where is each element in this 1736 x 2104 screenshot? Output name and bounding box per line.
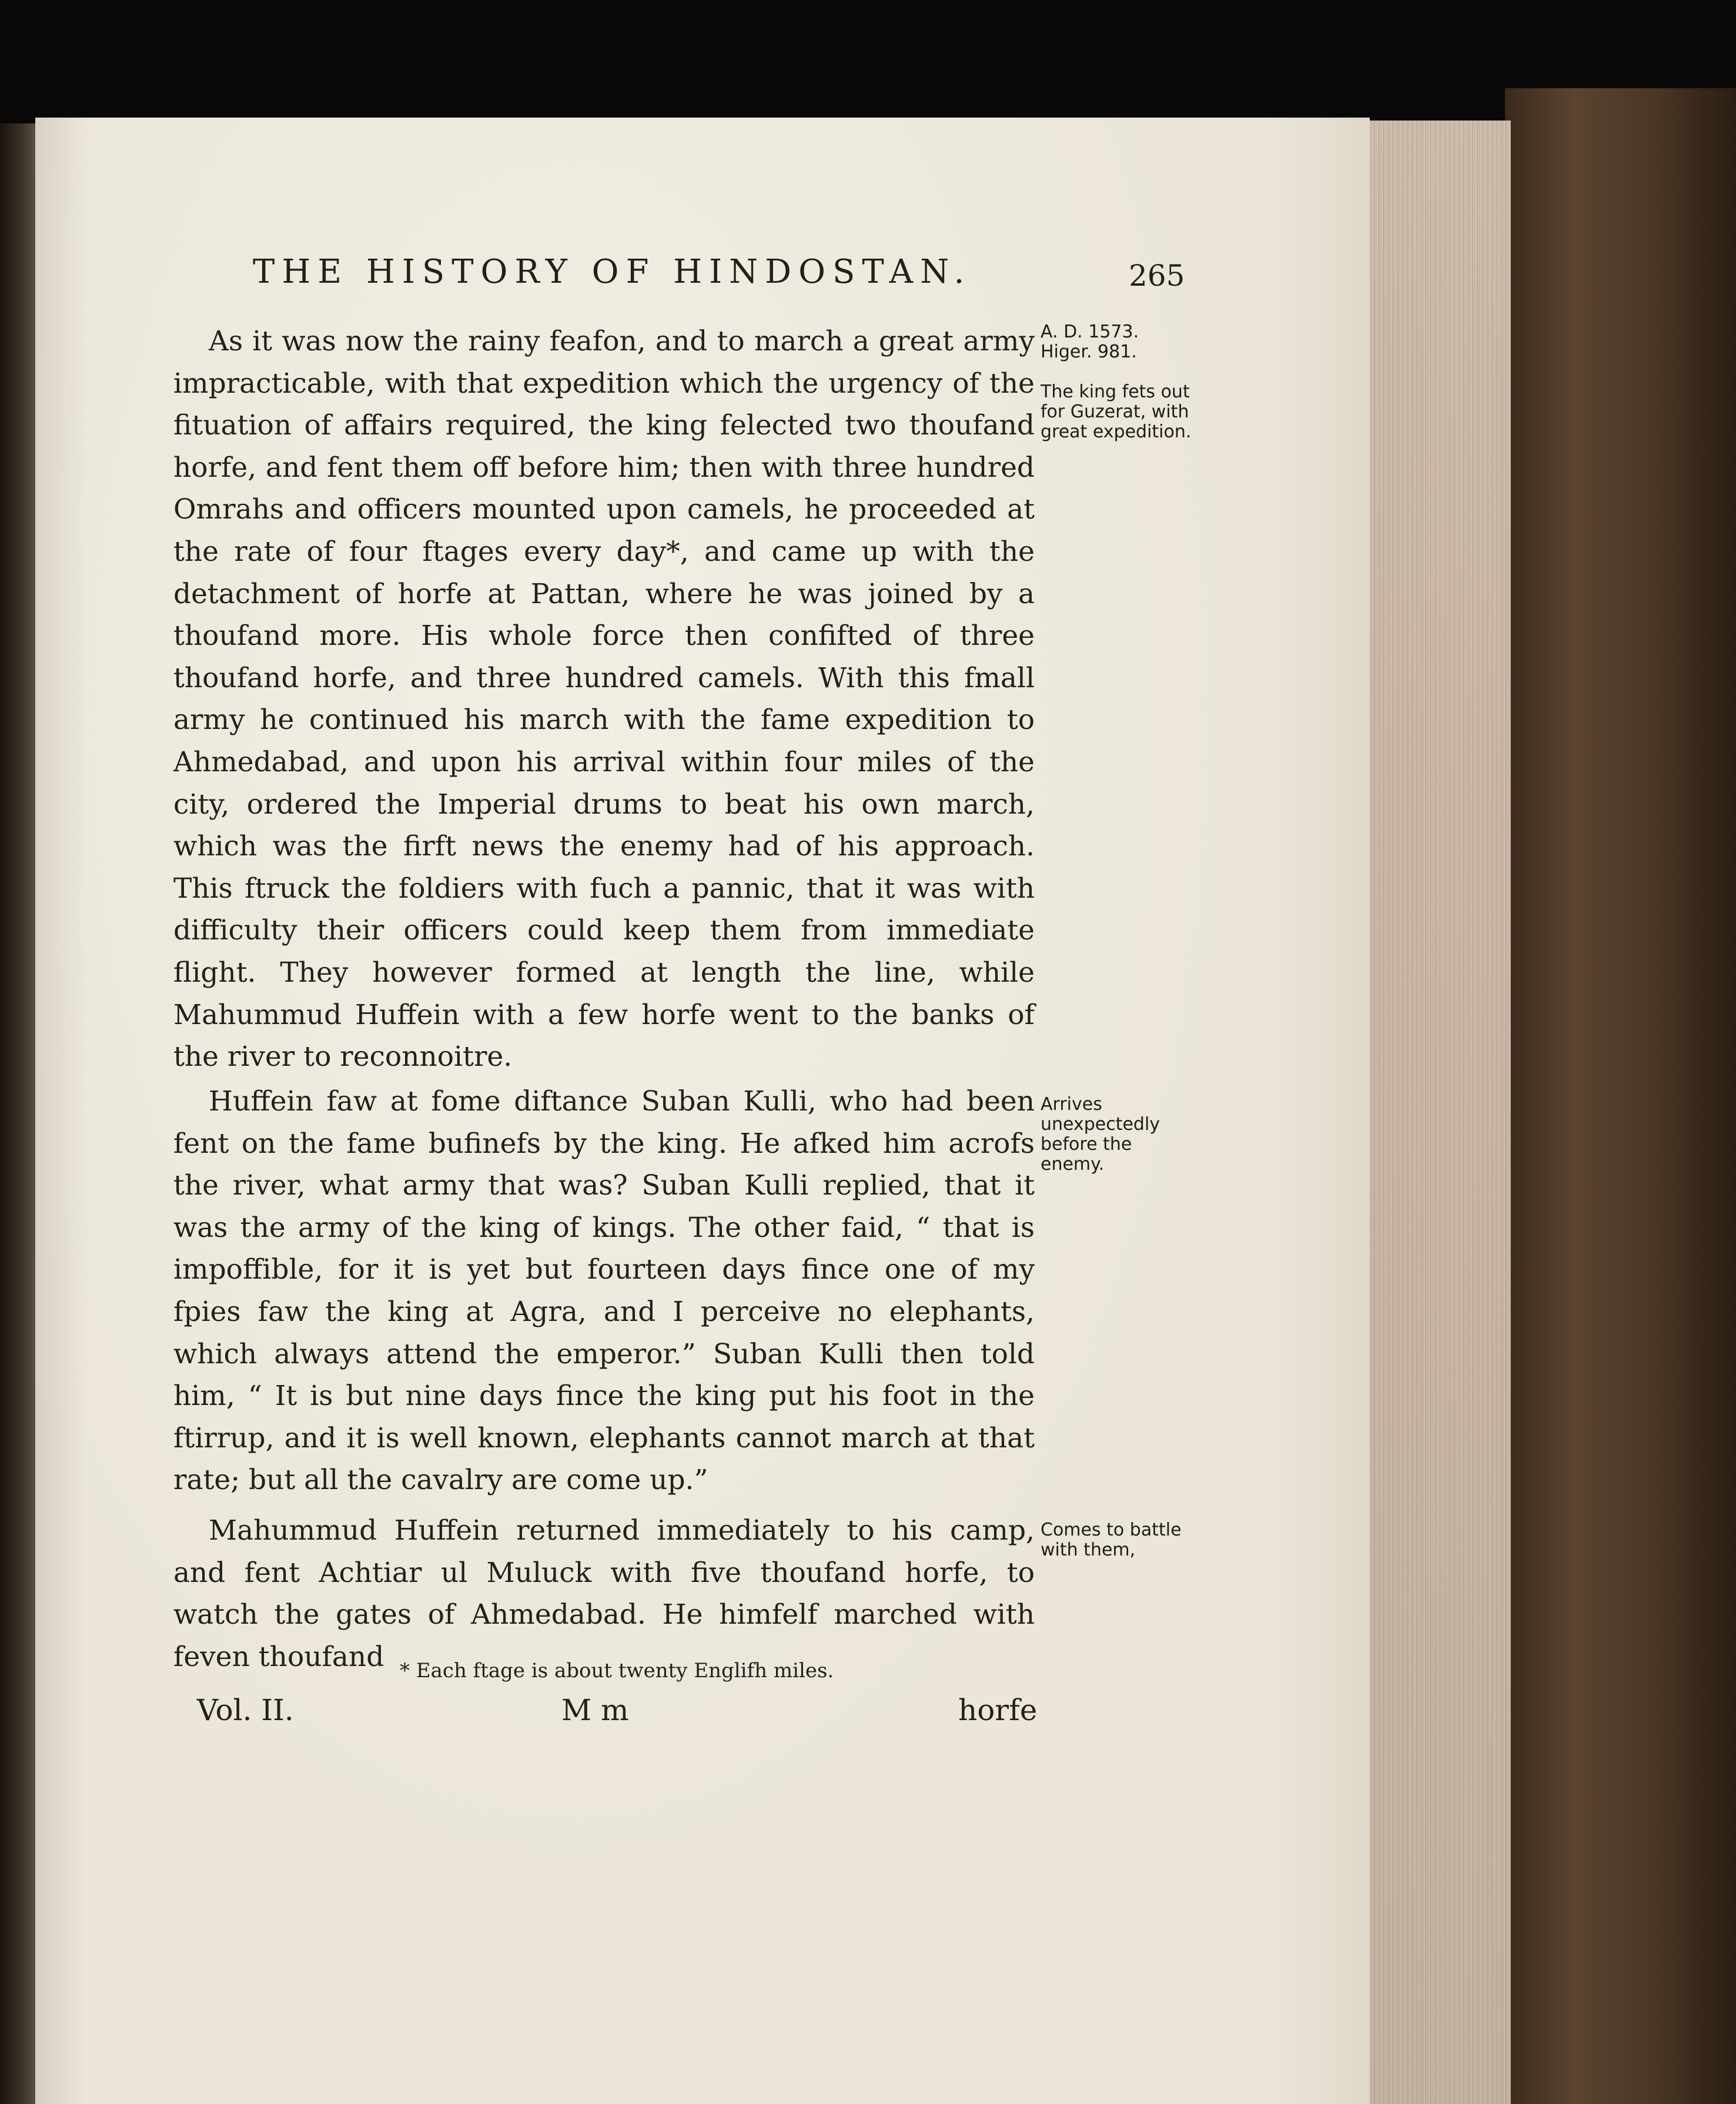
gathering-signature: M m [561,1693,629,1727]
running-title: THE HISTORY OF HINDOSTAN. [253,253,972,291]
margin-note-3: Comes to battle with them, [1041,1520,1182,1560]
margin-date [1041,322,1199,362]
footnote: * Each ftage is about twenty Englifh miles. [400,1659,834,1682]
paragraph-2: Huffein faw at fome diftance Suban Kulli, who had been fent on the fame bufinefs by the king. He afked him acrofs the river, what army that was? Suban Kulli replied, that it was the army of the king of kings. The other faid, “ that is impoffible, for it is yet but fourteen days fince one of my fpies faw the king at Agra, and I perceive no elephants, which always attend the emperor.” Suban Kulli then told him, “ It is but nine days fince the king put his foot in the ftirrup, and it is well known, elephants cannot march at that rate; but all the cavalry are come up.” [173,1085,1035,1497]
catchword: horfe [958,1693,1038,1727]
facing-page-edge [0,123,35,2104]
page-number: 265 [1129,259,1185,293]
margin-date-higer: Higer. 981. [1041,342,1137,362]
margin-date-ad: A. D. 1573. [1041,322,1139,342]
margin-note-1: The king fets out for Guzerat, with great expedition. [1041,382,1192,442]
paragraph-3: Mahummud Huffein returned immediately to his camp, and fent Achtiar ul Muluck with five thoufand horfe, to watch the gates of Ahmedabad. He himfelf marched with feven thoufand [173,1514,1035,1673]
paragraph-1: As it was now the rainy feafon, and to march a great army impracticable, with that expedition which the urgency of the fituation of affairs required, the king felected two thoufand horfe, and fent them off before him; then with three hundred Omrahs and officers mounted upon camels, he proceeded at the rate of four ftages every day*, and came up with the detachment of horfe at Pattan, where he was joined by a thoufand more. His whole force then confifted of three thoufand horfe, and three hundred camels. With this fmall army he continued his march with the fame expedition to Ahmedabad, and upon his arrival within four miles of the city, ordered the Imperial drums to beat his own march, which was the firft news the enemy had of his approach. This ftruck the foldiers with fuch a pannic, that it was with difficulty their officers could keep them from immediate flight. They however formed at length the line, while Mahummud Huffein with a few horfe went to the banks of the river to reconnoitre. [173,325,1035,1073]
volume-signature: Vol. II. [197,1693,294,1727]
margin-note-2: Arrives unexpectedly before the enemy. [1041,1094,1160,1175]
page-edges [1370,121,1511,2104]
book-cover [1505,88,1736,2104]
